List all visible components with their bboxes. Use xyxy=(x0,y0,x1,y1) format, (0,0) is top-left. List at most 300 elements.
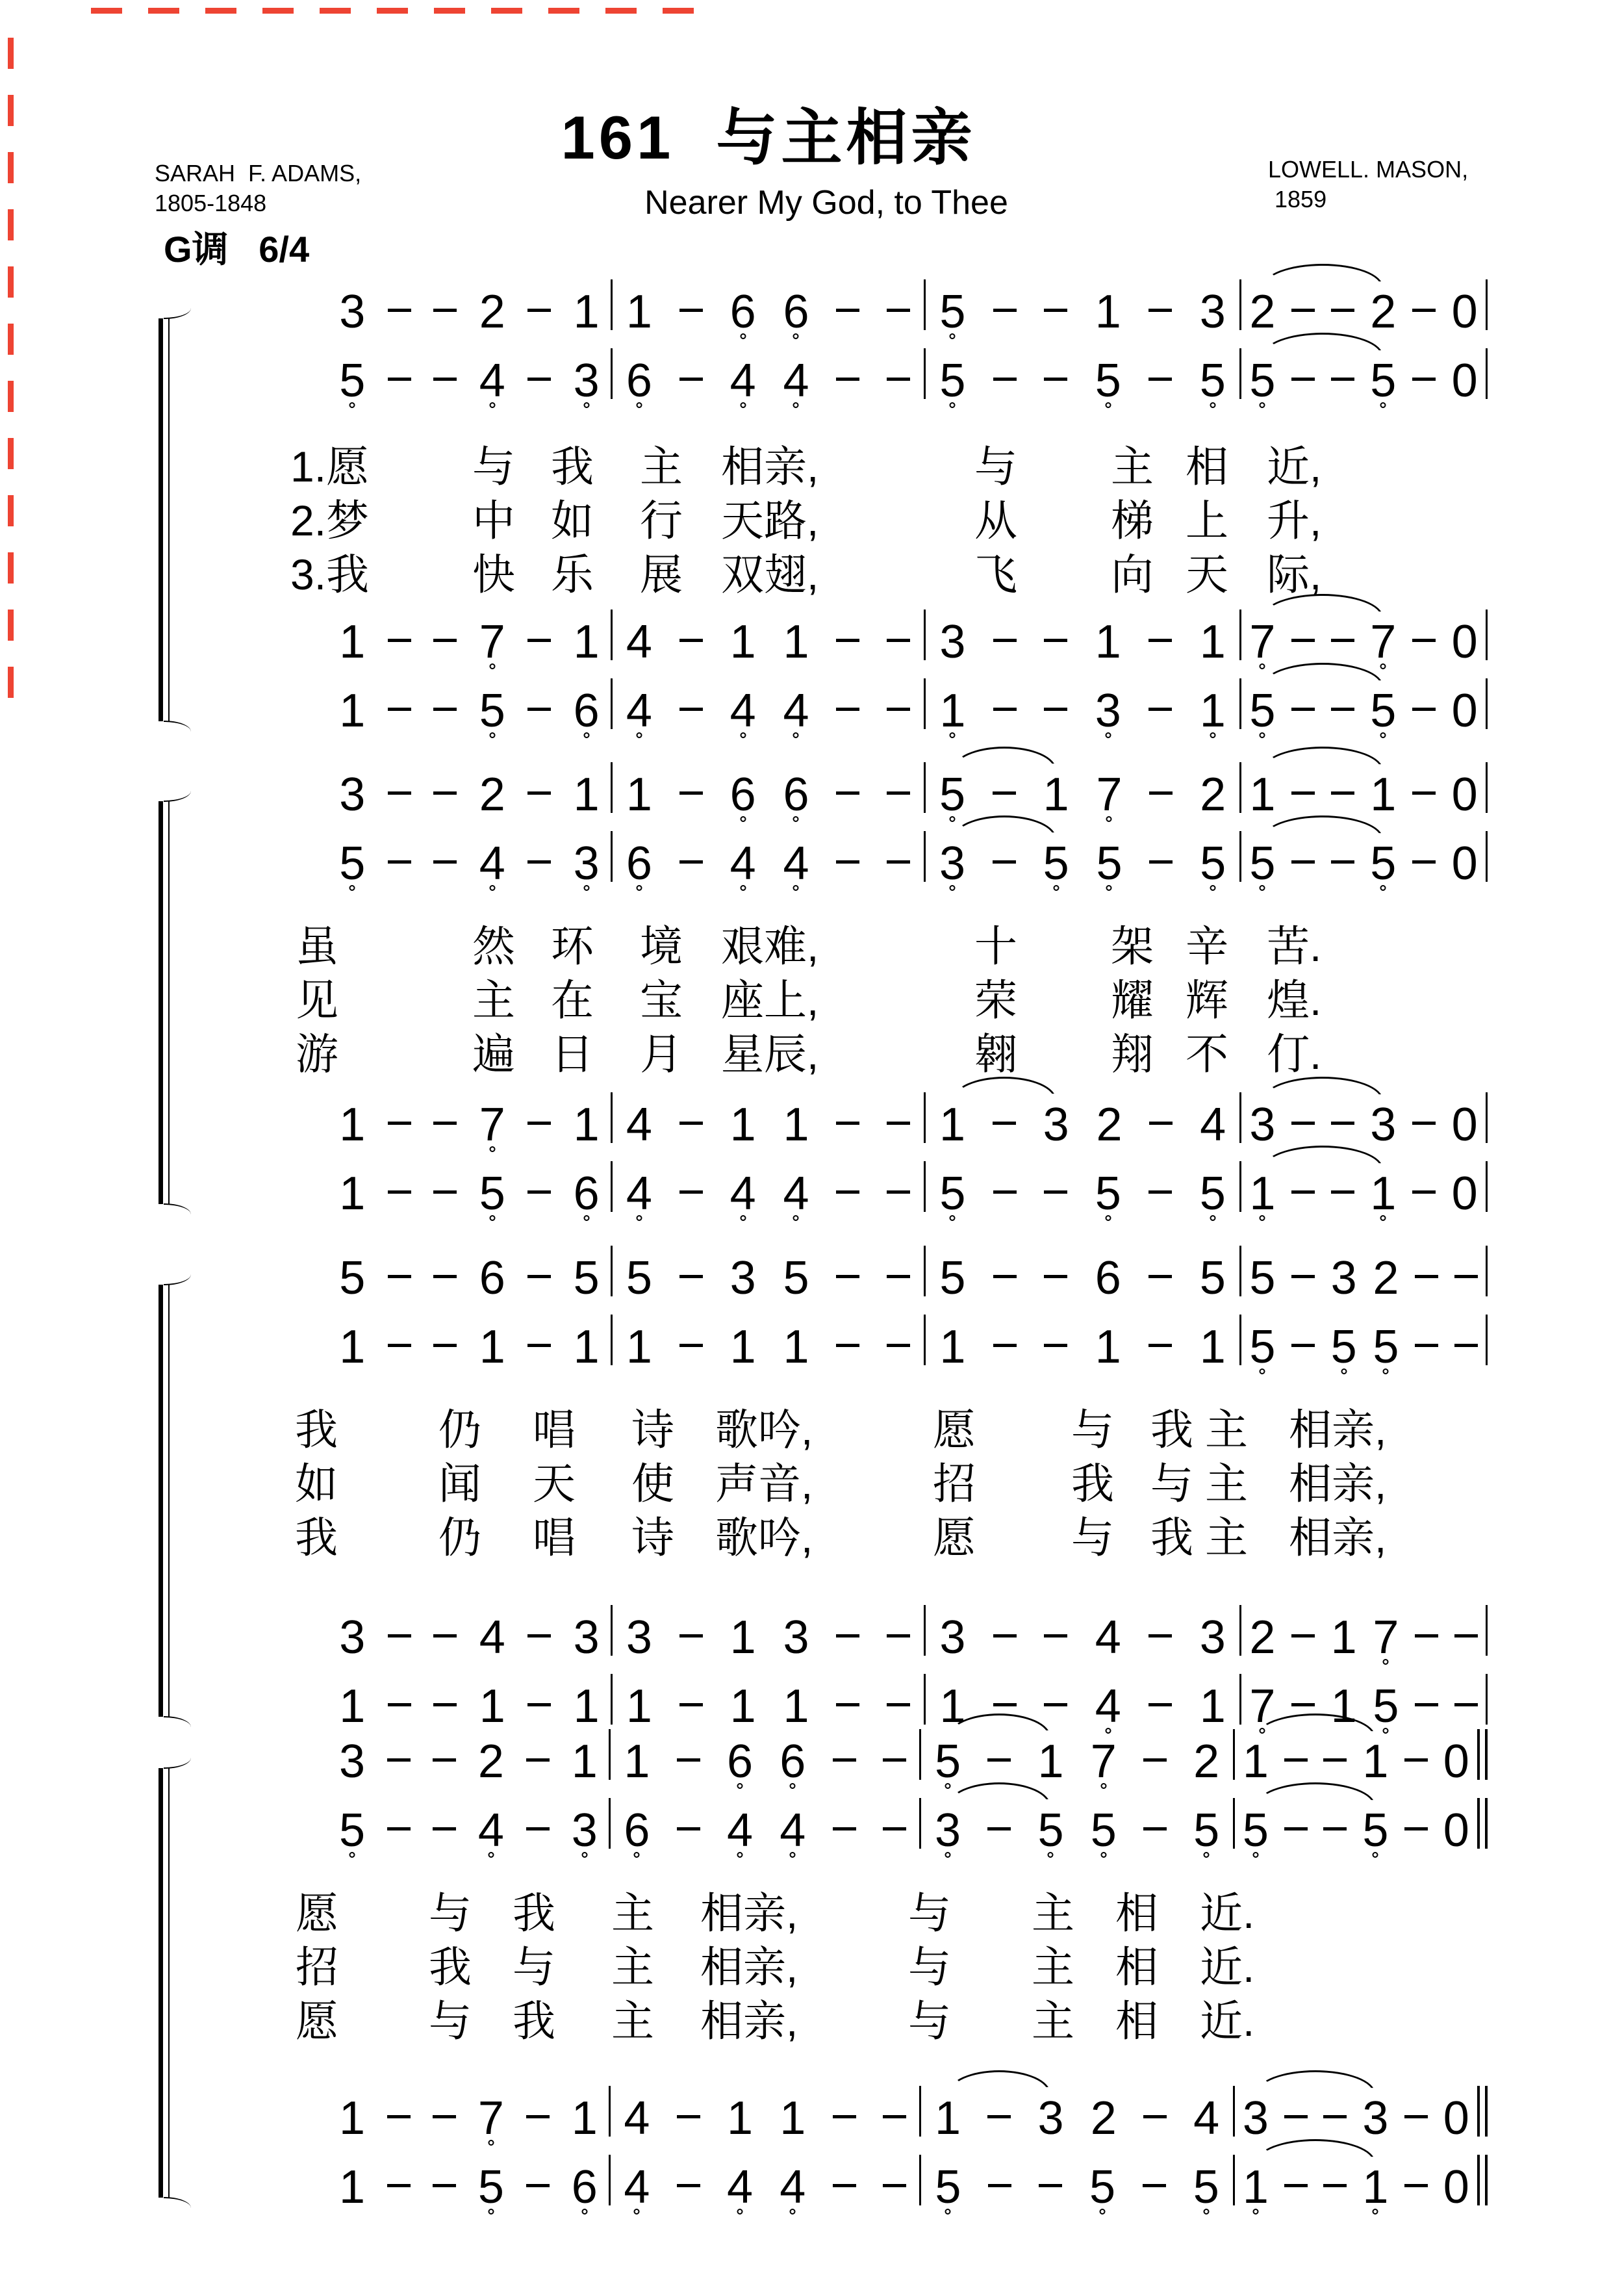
duration-dash xyxy=(388,639,411,642)
duration-dash xyxy=(987,1758,1011,1762)
measure xyxy=(1241,1614,1486,1661)
lyric-syllable: 相亲, xyxy=(700,1997,798,2045)
duration-dash xyxy=(993,639,1017,642)
slur xyxy=(1256,2070,1375,2094)
note: 1 xyxy=(1095,286,1121,338)
duration-dash xyxy=(883,1758,906,1762)
duration-dash xyxy=(387,2184,411,2187)
duration-dash xyxy=(677,1827,700,1830)
note: 2 xyxy=(1373,1252,1399,1304)
duration-dash xyxy=(833,1827,856,1830)
measure xyxy=(613,1321,924,1373)
note: 5 xyxy=(1096,838,1123,890)
duration-dash xyxy=(836,1634,859,1637)
duration-dash xyxy=(887,1275,910,1278)
measure xyxy=(613,838,924,890)
note: 5 xyxy=(1370,838,1397,890)
duration-dash xyxy=(1323,1827,1347,1830)
measure xyxy=(1241,1321,1486,1373)
note: 5 xyxy=(1089,2161,1116,2213)
duration-dash xyxy=(1148,1344,1172,1347)
duration-dash xyxy=(1284,2184,1308,2187)
lyric-syllable: 天 xyxy=(533,1459,576,1508)
duration-dash xyxy=(433,309,457,312)
duration-dash xyxy=(679,1190,703,1194)
measure xyxy=(926,685,1239,737)
lyric-syllable: 主 xyxy=(1032,1943,1074,1991)
note: 5 xyxy=(1362,1804,1389,1856)
lyric-syllable: 煌. xyxy=(1267,976,1322,1024)
lyric-syllable: 主 xyxy=(611,1997,654,2045)
note: 5 xyxy=(1090,1804,1117,1856)
duration-dash xyxy=(1291,309,1315,312)
duration-dash xyxy=(1291,639,1315,642)
measure xyxy=(926,838,1239,890)
duration-dash xyxy=(387,1758,411,1762)
note: 1 xyxy=(339,1680,366,1732)
measure xyxy=(328,616,611,668)
note: 7 xyxy=(1249,1680,1276,1732)
lyric-syllable: 与 xyxy=(429,1889,472,1937)
lyric-syllable: 主 xyxy=(640,443,683,491)
slur xyxy=(948,2070,1050,2094)
duration-dash xyxy=(388,708,411,711)
note: 5 xyxy=(1370,355,1397,407)
lyricist-dates: 1805-1848 xyxy=(155,190,267,216)
note: 5 xyxy=(1199,1252,1226,1304)
duration-dash xyxy=(387,1827,411,1830)
duration-dash xyxy=(1284,2115,1308,2118)
measure xyxy=(1235,1736,1477,1788)
measure xyxy=(328,838,611,890)
note: 7 xyxy=(1373,1612,1399,1663)
measure xyxy=(1241,286,1486,338)
lyrics-row-1 xyxy=(0,443,1624,496)
lyric-syllable: 闻 xyxy=(438,1459,481,1508)
key-time-signature: G调 6/4 xyxy=(164,229,310,270)
note: 4 xyxy=(479,1612,505,1663)
lyric-syllable: 艰难, xyxy=(721,922,819,970)
duration-dash xyxy=(1143,1758,1167,1762)
note: 1 xyxy=(573,1321,600,1373)
duration-dash xyxy=(883,2184,906,2187)
measure xyxy=(1241,769,1486,821)
duration-dash xyxy=(1291,1344,1315,1347)
duration-dash xyxy=(883,1827,906,1830)
duration-dash xyxy=(1291,860,1315,864)
duration-dash xyxy=(1291,1190,1315,1194)
note: 4 xyxy=(1200,1099,1226,1151)
note: 6 xyxy=(1095,1252,1121,1304)
duration-dash xyxy=(993,1344,1017,1347)
duration-dash xyxy=(1415,1275,1438,1278)
duration-dash xyxy=(527,378,551,381)
lyric-syllable: 仃. xyxy=(1267,1030,1322,1078)
lyrics-row-1 xyxy=(0,1406,1624,1459)
duration-dash xyxy=(527,639,551,642)
note: 5 xyxy=(939,1252,966,1304)
notes-line-alto xyxy=(328,1321,1488,1386)
note: 5 xyxy=(935,1736,961,1788)
measure xyxy=(921,1736,1232,1788)
duration-dash xyxy=(1415,1344,1438,1347)
duration-dash xyxy=(1323,1758,1347,1762)
note: 2 xyxy=(477,1736,504,1788)
duration-dash xyxy=(527,309,551,312)
lyric-syllable: 星辰, xyxy=(721,1030,819,1078)
note: 1 xyxy=(935,2092,961,2144)
lyric-syllable: 与 xyxy=(1071,1406,1114,1454)
final-double-barline xyxy=(1477,1729,1488,1780)
lyric-syllable: 招 xyxy=(933,1459,976,1508)
rest-note: 0 xyxy=(1443,2092,1469,2144)
note: 6 xyxy=(573,685,600,737)
duration-dash xyxy=(388,860,411,864)
duration-dash xyxy=(1291,791,1315,795)
duration-dash xyxy=(993,1190,1017,1194)
duration-dash xyxy=(1291,378,1315,381)
measure xyxy=(1235,2092,1477,2144)
duration-dash xyxy=(433,860,457,864)
note: 4 xyxy=(626,685,652,737)
note: 5 xyxy=(1249,1321,1276,1373)
duration-dash xyxy=(1148,1703,1172,1706)
duration-dash xyxy=(1044,1703,1067,1706)
lyric-syllable: 主 xyxy=(1111,443,1154,491)
lyric-syllable: 使 xyxy=(631,1459,674,1508)
notes-line-bass xyxy=(328,1170,1488,1233)
bracket-hook-top xyxy=(164,791,191,802)
duration-dash xyxy=(527,791,551,795)
duration-dash xyxy=(836,1190,859,1194)
lyric-syllable: 境 xyxy=(640,922,683,970)
note: 5 xyxy=(1199,355,1226,407)
note: 1 xyxy=(939,1099,966,1151)
duration-dash xyxy=(1284,1827,1308,1830)
note: 1 xyxy=(726,2092,753,2144)
measure xyxy=(921,2161,1232,2213)
note: 5 xyxy=(339,838,366,890)
note: 4 xyxy=(780,2161,806,2213)
duration-dash xyxy=(433,1275,457,1278)
duration-dash xyxy=(1331,309,1354,312)
measure xyxy=(1241,616,1486,668)
note: 1 xyxy=(783,1680,809,1732)
lyric-syllable: 我 xyxy=(551,443,594,491)
lyrics-row-2 xyxy=(0,1944,1624,1997)
duration-dash xyxy=(433,2184,456,2187)
duration-dash xyxy=(1148,639,1172,642)
note: 1 xyxy=(1037,1736,1064,1788)
lyric-syllable: 主 xyxy=(611,1943,654,1991)
measure xyxy=(613,355,924,407)
barline xyxy=(1486,279,1488,330)
note: 2 xyxy=(479,286,505,338)
lyric-syllable: 然 xyxy=(472,922,515,970)
note: 1 xyxy=(1095,616,1121,668)
lyric-syllable: 声音, xyxy=(715,1459,813,1508)
note: 5 xyxy=(1242,1804,1269,1856)
note: 1 xyxy=(338,2092,366,2144)
lyric-syllable: 与 xyxy=(1071,1513,1114,1561)
lyric-syllable: 歌吟, xyxy=(715,1406,813,1454)
note: 2 xyxy=(1096,1099,1123,1151)
duration-dash xyxy=(526,2184,550,2187)
bracket-hook-top xyxy=(164,308,191,319)
note: 6 xyxy=(573,1168,600,1220)
note: 1 xyxy=(1242,2161,1269,2213)
duration-dash xyxy=(887,1122,910,1125)
duration-dash xyxy=(677,1758,700,1762)
duration-dash xyxy=(987,1827,1011,1830)
subtitle: Nearer My God, to Thee xyxy=(644,184,1008,222)
note: 2 xyxy=(1193,1736,1220,1788)
note: 3 xyxy=(783,1612,809,1663)
duration-dash xyxy=(887,791,910,795)
duration-dash xyxy=(1039,2184,1062,2187)
duration-dash xyxy=(993,860,1016,864)
final-double-barline xyxy=(1477,2155,1488,2205)
lyric-syllable: 天 xyxy=(1186,550,1228,598)
lyric-syllable: 主 xyxy=(1205,1513,1248,1561)
measure xyxy=(611,1804,920,1856)
duration-dash xyxy=(1149,791,1173,795)
note: 7 xyxy=(479,1099,505,1151)
duration-dash xyxy=(1415,1703,1438,1706)
duration-dash xyxy=(433,1703,457,1706)
note: 4 xyxy=(783,838,809,890)
note: 2 xyxy=(1370,286,1397,338)
note: 1 xyxy=(339,616,366,668)
duration-dash xyxy=(1291,708,1315,711)
lyric-syllable: 十 xyxy=(974,922,1017,970)
note: 7 xyxy=(1090,1736,1117,1788)
lyric-syllable: 我 xyxy=(295,1406,338,1454)
notes-line-bass xyxy=(328,687,1488,750)
note: 5 xyxy=(479,685,505,737)
measure xyxy=(611,2161,920,2213)
note: 3 xyxy=(939,1612,966,1663)
duration-dash xyxy=(388,1344,411,1347)
note: 2 xyxy=(1249,286,1276,338)
measure xyxy=(1241,1168,1486,1220)
duration-dash xyxy=(1044,1634,1067,1637)
duration-dash xyxy=(679,309,703,312)
lyric-syllable: 虽 xyxy=(296,922,338,970)
lyric-syllable: 相亲, xyxy=(700,1943,798,1991)
duration-dash xyxy=(527,1703,551,1706)
lyrics-row-2 xyxy=(0,497,1624,550)
note: 1 xyxy=(1199,616,1226,668)
note: 3 xyxy=(626,1612,652,1663)
duration-dash xyxy=(1331,791,1354,795)
note: 5 xyxy=(1370,685,1397,737)
note: 5 xyxy=(573,1252,600,1304)
lyricist-name: SARAH F. ADAMS, xyxy=(155,160,362,186)
lyric-syllable: 座上, xyxy=(721,976,819,1024)
note: 5 xyxy=(339,1252,366,1304)
final-double-barline xyxy=(1477,2086,1488,2137)
measure xyxy=(926,769,1239,821)
duration-dash xyxy=(1415,1634,1438,1637)
note: 3 xyxy=(1199,1612,1226,1663)
note: 5 xyxy=(477,2161,504,2213)
bracket-hook-bottom xyxy=(164,2197,191,2208)
duration-dash xyxy=(887,1344,910,1347)
lyric-syllable: 主 xyxy=(1205,1459,1248,1508)
bracket-hook-top xyxy=(164,1758,191,1769)
note: 6 xyxy=(571,2161,598,2213)
duration-dash xyxy=(836,309,859,312)
lyric-syllable: 荣 xyxy=(974,976,1017,1024)
note: 4 xyxy=(730,1168,756,1220)
duration-dash xyxy=(433,378,457,381)
lyric-syllable: 诗 xyxy=(631,1513,674,1561)
measure xyxy=(613,1680,924,1732)
duration-dash xyxy=(887,1190,910,1194)
duration-dash xyxy=(836,1703,859,1706)
duration-dash xyxy=(887,1634,910,1637)
bracket-hook-bottom xyxy=(164,1716,191,1727)
note: 1 xyxy=(339,1168,366,1220)
duration-dash xyxy=(679,1634,703,1637)
bracket-hook-bottom xyxy=(164,1203,191,1214)
note: 1 xyxy=(626,1680,652,1732)
barline xyxy=(1486,1092,1488,1143)
duration-dash xyxy=(1331,1190,1354,1194)
note: 5 xyxy=(626,1252,652,1304)
rest-note: 0 xyxy=(1451,769,1478,821)
duration-dash xyxy=(388,791,411,795)
measure xyxy=(613,685,924,737)
lyric-syllable: 耀 xyxy=(1111,976,1154,1024)
note: 5 xyxy=(1200,838,1226,890)
note: 1 xyxy=(730,1321,756,1373)
note: 5 xyxy=(935,2161,961,2213)
duration-dash xyxy=(387,2115,411,2118)
lyric-syllable: 遍 xyxy=(472,1030,515,1078)
note: 4 xyxy=(726,1804,753,1856)
rest-note: 0 xyxy=(1451,616,1478,668)
measure xyxy=(328,355,611,407)
note: 3 xyxy=(339,286,366,338)
slur xyxy=(1262,264,1383,287)
duration-dash xyxy=(1412,860,1436,864)
note: 6 xyxy=(730,286,756,338)
duration-dash xyxy=(993,1634,1017,1637)
lyric-syllable: 我 xyxy=(1150,1513,1193,1561)
note: 1 xyxy=(624,1736,650,1788)
duration-dash xyxy=(1331,639,1354,642)
lyric-syllable: 天路, xyxy=(721,496,819,545)
duration-dash xyxy=(1284,1758,1308,1762)
note: 1 xyxy=(573,286,600,338)
measure xyxy=(1241,838,1486,890)
note: 1 xyxy=(1199,1680,1226,1732)
note: 2 xyxy=(479,769,505,821)
duration-dash xyxy=(1412,309,1436,312)
note: 5 xyxy=(1043,838,1069,890)
duration-dash xyxy=(1454,1275,1478,1278)
lyric-syllable: 如 xyxy=(551,496,594,545)
measure xyxy=(328,286,611,338)
duration-dash xyxy=(1323,2115,1347,2118)
duration-dash xyxy=(1331,378,1354,381)
note: 1 xyxy=(573,616,600,668)
note: 6 xyxy=(624,1804,650,1856)
lyric-syllable: 双翅, xyxy=(721,550,819,598)
rest-note: 0 xyxy=(1451,1168,1478,1220)
lyric-syllable: 主 xyxy=(611,1889,654,1937)
measure xyxy=(926,355,1239,407)
note: 1 xyxy=(626,1321,652,1373)
lyric-syllable: 我 xyxy=(513,1997,555,2045)
note: 5 xyxy=(1193,1804,1220,1856)
note: 6 xyxy=(783,286,809,338)
duration-dash xyxy=(1044,639,1067,642)
lyric-syllable: 3.我 xyxy=(290,550,370,598)
measure xyxy=(328,2161,609,2213)
duration-dash xyxy=(1323,2184,1347,2187)
measure xyxy=(926,1321,1239,1373)
duration-dash xyxy=(1454,1344,1478,1347)
duration-dash xyxy=(388,378,411,381)
lyric-syllable: 近. xyxy=(1200,1997,1255,2045)
note: 5 xyxy=(1373,1321,1399,1373)
lyric-syllable: 相亲, xyxy=(721,443,819,491)
notes-line-tenor xyxy=(328,1614,1488,1676)
duration-dash xyxy=(388,1634,411,1637)
lyric-syllable: 近. xyxy=(1200,1889,1255,1937)
lyric-syllable: 我 xyxy=(1071,1459,1114,1508)
note: 1 xyxy=(939,1321,966,1373)
rest-note: 0 xyxy=(1451,1099,1478,1151)
rest-note: 0 xyxy=(1451,355,1478,407)
duration-dash xyxy=(679,378,703,381)
note: 3 xyxy=(935,1804,961,1856)
measure xyxy=(1241,355,1486,407)
measure xyxy=(613,1099,924,1151)
note: 1 xyxy=(783,1321,809,1373)
note: 4 xyxy=(626,1099,652,1151)
note: 1 xyxy=(571,2092,598,2144)
note: 6 xyxy=(726,1736,753,1788)
note: 1 xyxy=(573,1099,600,1151)
lyric-syllable: 上 xyxy=(1186,496,1228,545)
duration-dash xyxy=(833,2184,856,2187)
duration-dash xyxy=(887,378,910,381)
rest-note: 0 xyxy=(1443,2161,1469,2213)
duration-dash xyxy=(1143,2115,1167,2118)
note: 1 xyxy=(939,1680,966,1732)
lyric-syllable: 与 xyxy=(908,1889,951,1937)
bracket-hook-top xyxy=(164,1274,191,1285)
notes-line-alto xyxy=(328,357,1488,420)
lyric-syllable: 主 xyxy=(472,976,515,1024)
measure xyxy=(1241,1252,1486,1304)
lyric-syllable: 宝 xyxy=(640,976,683,1024)
duration-dash xyxy=(993,791,1016,795)
lyrics-row-3 xyxy=(0,1514,1624,1567)
note: 3 xyxy=(730,1252,756,1304)
note: 1 xyxy=(1370,769,1397,821)
note: 1 xyxy=(573,769,600,821)
lyric-syllable: 不 xyxy=(1186,1030,1228,1078)
duration-dash xyxy=(1331,708,1354,711)
duration-dash xyxy=(1331,860,1354,864)
note: 5 xyxy=(939,769,966,821)
note: 1 xyxy=(571,1736,598,1788)
